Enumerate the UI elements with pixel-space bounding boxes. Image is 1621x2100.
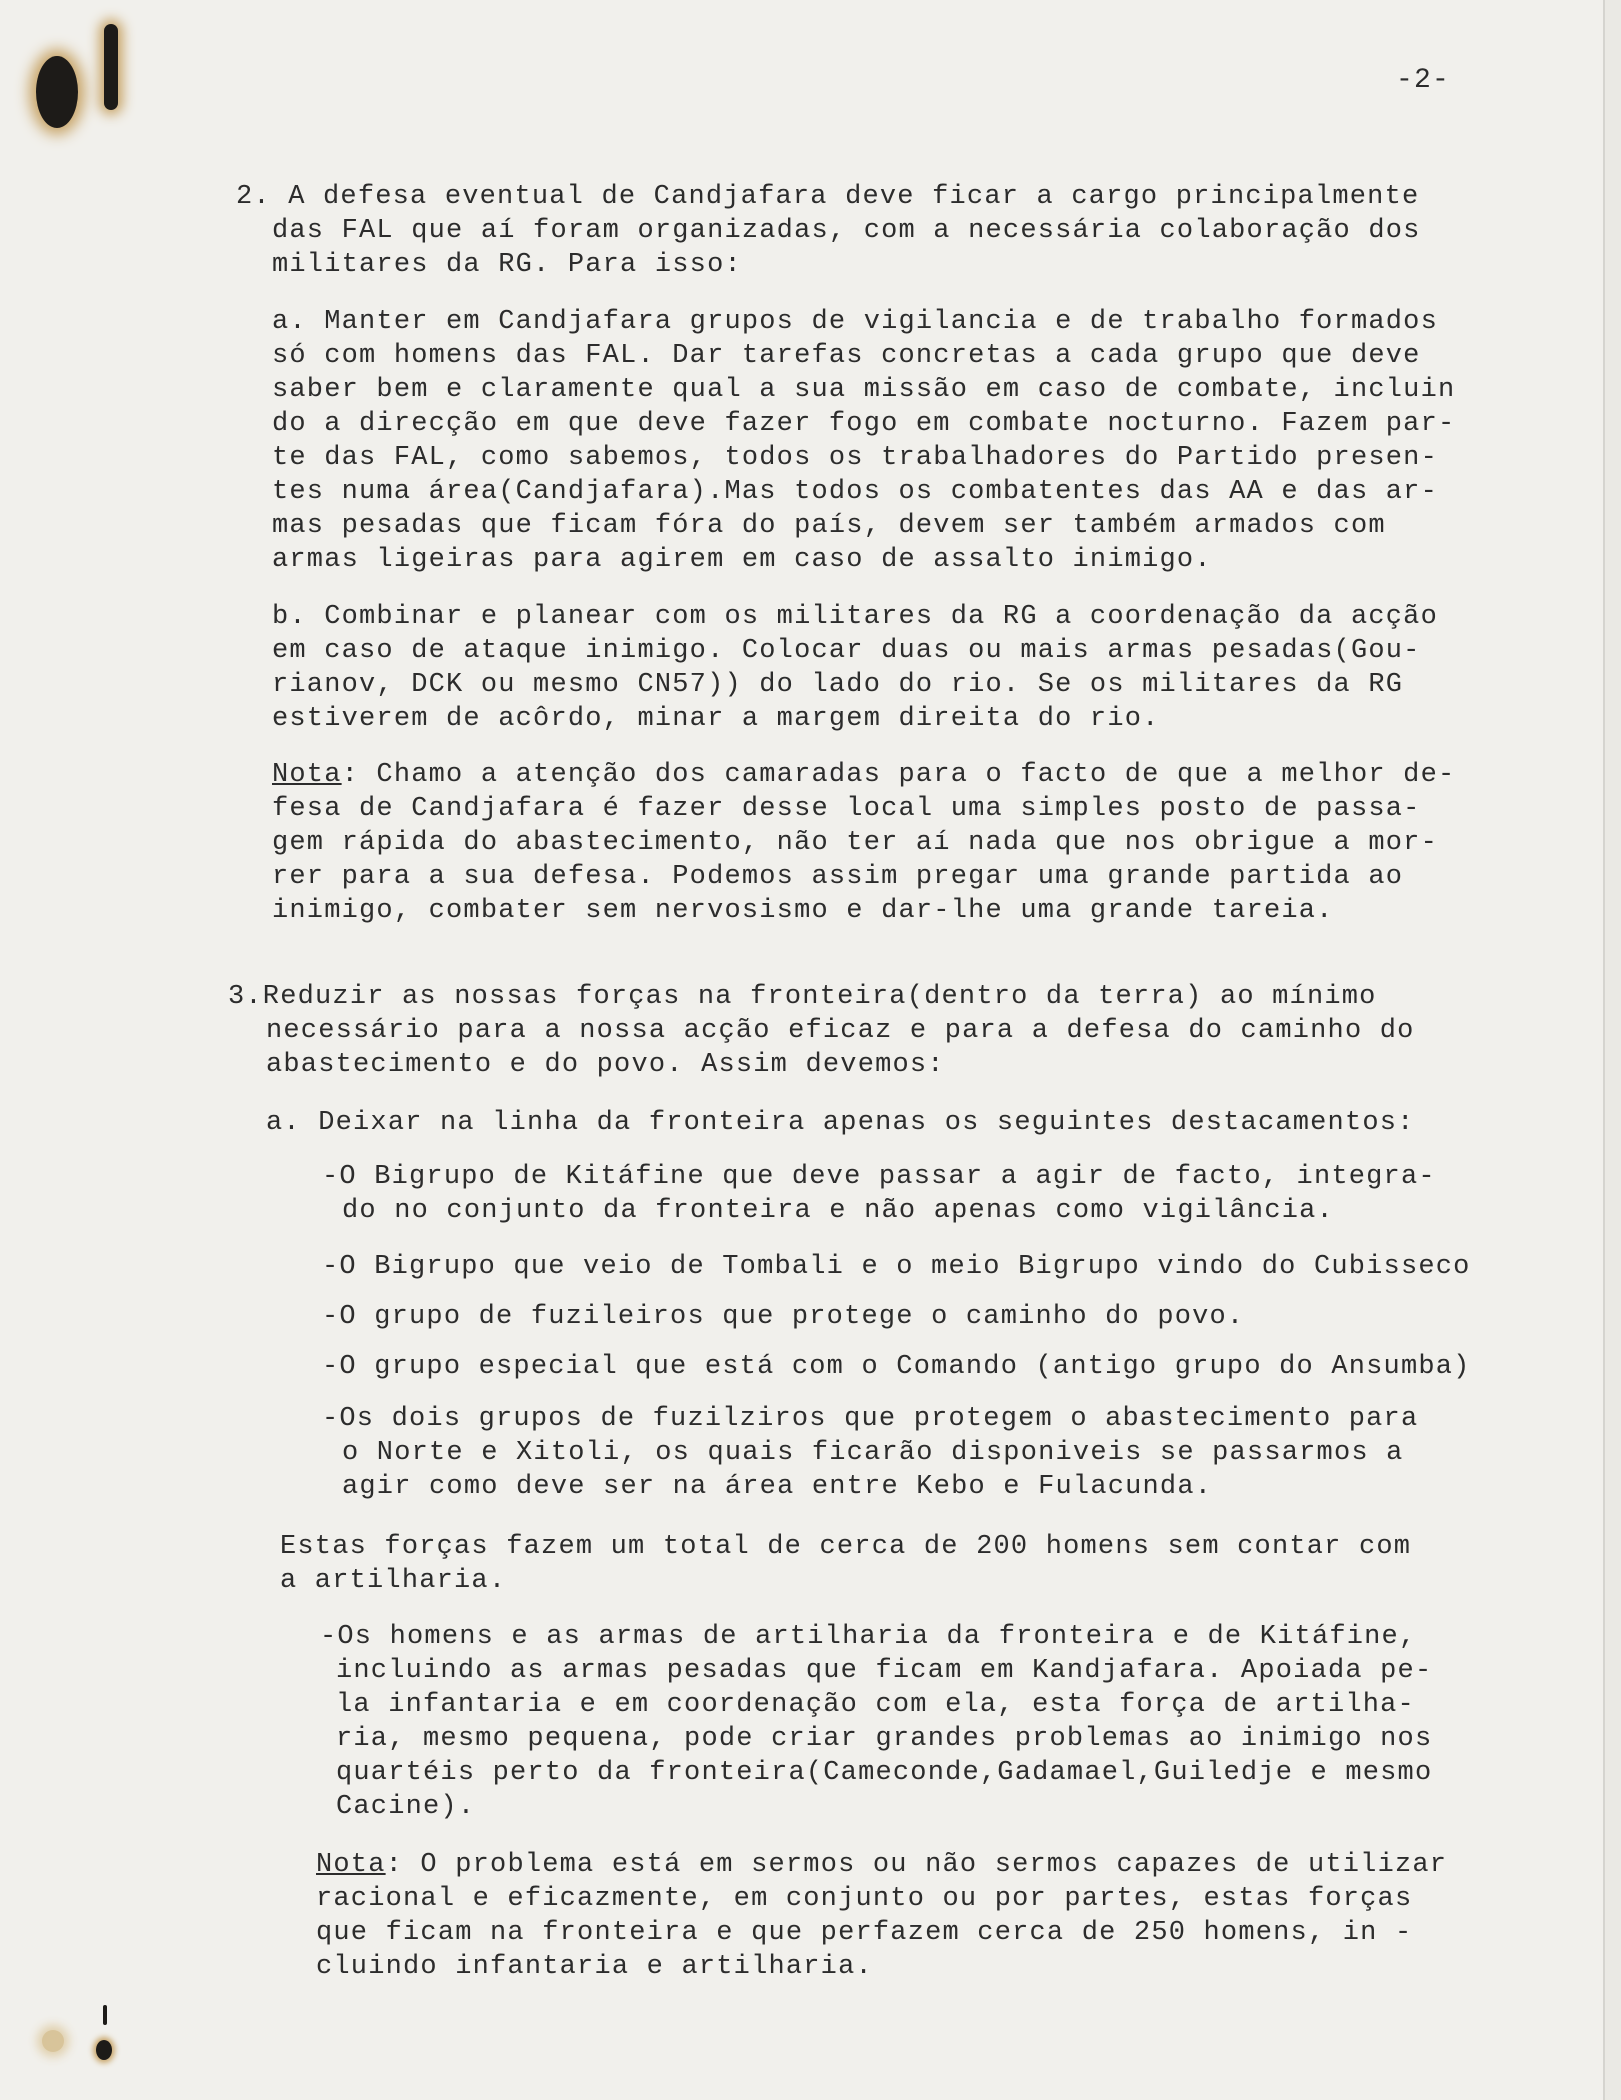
text-line: Cacine). — [336, 1792, 476, 1822]
text-line: inimigo, combater sem nervosismo e dar-lhe uma grande tareia. — [272, 896, 1334, 926]
note-line — [316, 1848, 1447, 1882]
list-item: -O Bigrupo que veio de Tombali e o meio Bigrupo vindo do Cubisseco — [322, 1252, 1471, 1282]
text-line: militares da RG. Para isso: — [272, 250, 742, 280]
text-line: te das FAL, como sabemos, todos os trabalhadores do Partido presen- — [272, 443, 1438, 473]
text-line: só com homens das FAL. Dar tarefas concretas a cada grupo que deve — [272, 341, 1421, 371]
text-line: saber bem e claramente qual a sua missão em caso de combate, incluin — [272, 375, 1456, 405]
page-number: -2- — [1396, 65, 1451, 96]
list-item: -Os dois grupos de fuzilziros que protegem o abastecimento para — [322, 1404, 1419, 1434]
text-line: agir como deve ser na área entre Kebo e Fulacunda. — [342, 1472, 1213, 1502]
note-label: Nota — [316, 1850, 386, 1880]
text-line: abastecimento e do povo. Assim devemos: — [266, 1050, 945, 1080]
text-line: fesa de Candjafara é fazer desse local uma simples posto de passa- — [272, 794, 1421, 824]
note-text: : Chamo a atenção dos camaradas para o facto de que a melhor de- — [341, 760, 1456, 790]
text-line: gem rápida do abastecimento, não ter aí nada que nos obrigue a mor- — [272, 828, 1438, 858]
text-line: mas pesadas que ficam fóra do país, devem ser também armados com — [272, 511, 1386, 541]
text-line: tes numa área(Candjafara).Mas todos os combatentes das AA e das ar- — [272, 477, 1438, 507]
ink-stain — [96, 2040, 112, 2060]
text-line: do no conjunto da fronteira e não apenas como vigilância. — [342, 1196, 1334, 1226]
text-line: incluindo as armas pesadas que ficam em Kandjafara. Apoiada pe- — [336, 1656, 1433, 1686]
note-text: : O problema está em sermos ou não sermos capazes de utilizar — [385, 1850, 1448, 1880]
ink-stain — [104, 24, 118, 110]
ink-stain — [36, 56, 78, 128]
text-line: quartéis perto da fronteira(Cameconde,Gadamael,Guiledje e mesmo — [336, 1758, 1433, 1788]
text-line: 2. A defesa eventual de Candjafara deve ficar a cargo principalmente — [236, 182, 1420, 212]
text-line: ria, mesmo pequena, pode criar grandes problemas ao inimigo nos — [336, 1724, 1433, 1754]
text-line: a. Deixar na linha da fronteira apenas os seguintes destacamentos: — [266, 1108, 1415, 1138]
text-line: la infantaria e em coordenação com ela, esta força de artilha- — [336, 1690, 1415, 1720]
text-line: a artilharia. — [280, 1566, 507, 1596]
note-label: Nota — [272, 760, 342, 790]
text-line: 3.Reduzir as nossas forças na fronteira(dentro da terra) ao mínimo — [228, 982, 1377, 1012]
list-item: -O Bigrupo de Kitáfine que deve passar a agir de facto, integra- — [322, 1162, 1436, 1192]
text-line: Estas forças fazem um total de cerca de 200 homens sem contar com — [280, 1532, 1412, 1562]
list-item: -Os homens e as armas de artilharia da fronteira e de Kitáfine, — [320, 1622, 1417, 1652]
ink-mark — [103, 2005, 107, 2025]
text-line: a. Manter em Candjafara grupos de vigilancia e de trabalho formados — [272, 307, 1438, 337]
text-line: necessário para a nossa acção eficaz e para a defesa do caminho do — [266, 1016, 1415, 1046]
text-line: armas ligeiras para agirem em caso de assalto inimigo. — [272, 545, 1212, 575]
list-item: -O grupo especial que está com o Comando (antigo grupo do Ansumba) — [322, 1352, 1471, 1382]
text-line: b. Combinar e planear com os militares da RG a coordenação da acção — [272, 602, 1438, 632]
text-line: das FAL que aí foram organizadas, com a necessária colaboração dos — [272, 216, 1421, 246]
text-line: rianov, DCK ou mesmo CN57)) do lado do rio. Se os militares da RG — [272, 670, 1404, 700]
text-line: do a direcção em que deve fazer fogo em combate nocturno. Fazem par- — [272, 409, 1456, 439]
text-line: estiverem de acôrdo, minar a margem direita do rio. — [272, 704, 1160, 734]
text-line: em caso de ataque inimigo. Colocar duas ou mais armas pesadas(Gou- — [272, 636, 1421, 666]
text-line: racional e eficazmente, em conjunto ou por partes, estas forças — [316, 1884, 1413, 1914]
list-item: -O grupo de fuzileiros que protege o caminho do povo. — [322, 1302, 1245, 1332]
text-line: que ficam na fronteira e que perfazem cerca de 250 homens, in - — [316, 1918, 1413, 1948]
paper-discoloration — [42, 2030, 64, 2052]
text-line: cluindo infantaria e artilharia. — [316, 1952, 873, 1982]
note-line — [272, 758, 1455, 792]
text-line: o Norte e Xitoli, os quais ficarão disponiveis se passarmos a — [342, 1438, 1404, 1468]
text-line: rer para a sua defesa. Podemos assim pregar uma grande partida ao — [272, 862, 1404, 892]
